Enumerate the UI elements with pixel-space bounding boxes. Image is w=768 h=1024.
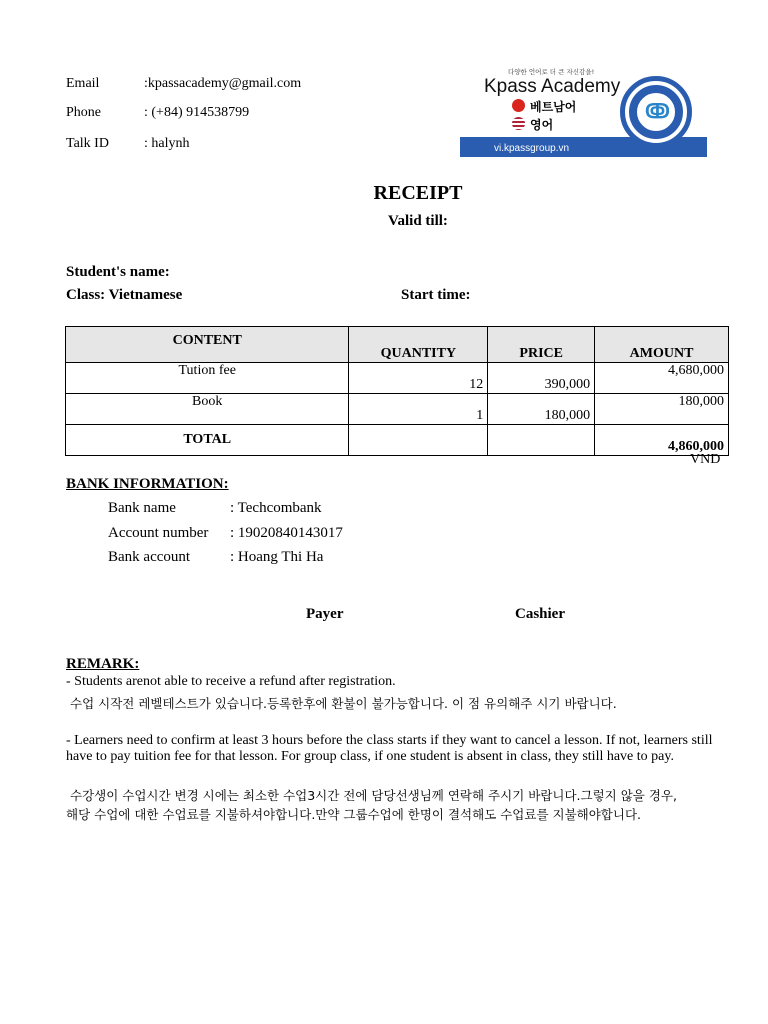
table-row (66, 394, 729, 425)
header-amount: AMOUNT (595, 327, 729, 363)
row-price: 390,000 (488, 363, 595, 394)
kpass-academy-logo (460, 66, 707, 157)
account-number-value: : 19020840143017 (230, 525, 343, 541)
logo-language-english: 영어 (530, 118, 554, 132)
total-label: TOTAL (66, 425, 349, 456)
account-number-label: Account number (108, 525, 209, 541)
email-value: :kpassacademy@gmail.com (144, 76, 302, 91)
bank-name-label: Bank name (108, 500, 176, 516)
total-quantity-empty (349, 425, 488, 456)
phone-value: : (+84) 914538799 (144, 105, 250, 120)
remark-refund-en: - Students arenot able to receive a refund after registration. (66, 674, 396, 689)
logo-language-vietnamese: 베트남어 (530, 100, 577, 114)
currency-label: VND (690, 452, 721, 467)
header-quantity: QUANTITY (349, 327, 488, 363)
start-time-label: Start time: (401, 287, 471, 303)
logo-tagline: 다양한 언어로 더 큰 자신감을! (508, 68, 595, 76)
logo-brand: Kpass Academy (484, 76, 621, 97)
cashier-label: Cashier (515, 606, 565, 622)
row-quantity: 12 (349, 363, 488, 394)
header-content: CONTENT (66, 327, 349, 363)
k-pass-group-seal-icon: ↂ (620, 76, 692, 148)
email-label: Email (66, 76, 100, 91)
remark-refund-kr: 수업 시작전 레벨테스트가 있습니다.등록한후에 환불이 불가능합니다. 이 점 유의해주 시기 바랍니다. (70, 696, 617, 711)
remark-heading: REMARK: (66, 656, 140, 672)
logo-url: vi.kpassgroup.vn (494, 143, 570, 154)
receipt-items-table (65, 326, 729, 456)
total-price-empty (488, 425, 595, 456)
remark-cancel-kr-line2: 해당 수업에 대한 수업료를 지불하셔야합니다.만약 그룹수업에 한명이 결석해도 수업료를 지불해야합니다. (66, 807, 642, 822)
row-quantity: 1 (349, 394, 488, 425)
usa-flag-icon (512, 117, 525, 130)
table-row (66, 363, 729, 394)
total-amount: 4,860,000 (595, 425, 729, 456)
bank-info-heading: BANK INFORMATION: (66, 476, 229, 492)
row-content: Tution fee (66, 363, 349, 394)
talk-id-value: : halynh (144, 136, 190, 151)
row-amount: 4,680,000 (595, 363, 729, 394)
class-label: Class: Vietnamese (66, 287, 183, 303)
student-name-label: Student's name: (66, 264, 170, 280)
receipt-title: RECEIPT (373, 182, 463, 204)
row-amount: 180,000 (595, 394, 729, 425)
payer-label: Payer (306, 606, 344, 622)
table-total-row (66, 425, 729, 456)
header-price: PRICE (488, 327, 595, 363)
valid-till-label: Valid till: (388, 213, 448, 229)
bank-account-value: : Hoang Thi Ha (230, 549, 324, 565)
bank-account-label: Bank account (108, 549, 191, 565)
row-content: Book (66, 394, 349, 425)
remark-cancel-kr-line1: 수강생이 수업시간 변경 시에는 최소한 수업3시간 전에 담당선생님께 연락해 주시기 바랍니다.그렇지 않을 경우, (70, 788, 677, 803)
bank-name-value: : Techcombank (230, 500, 322, 516)
row-price: 180,000 (488, 394, 595, 425)
phone-label: Phone (66, 105, 101, 120)
table-header-row (66, 327, 729, 363)
remark-cancel-en: - Learners need to confirm at least 3 hours before the class starts if they want to cancel a lesson. If not, learners still have to pay tuition fee for that lesson. For group class, if one student is absent in class, they still have to pay. (66, 733, 713, 764)
talk-id-label: Talk ID (66, 136, 109, 151)
vietnam-flag-icon (512, 99, 525, 112)
